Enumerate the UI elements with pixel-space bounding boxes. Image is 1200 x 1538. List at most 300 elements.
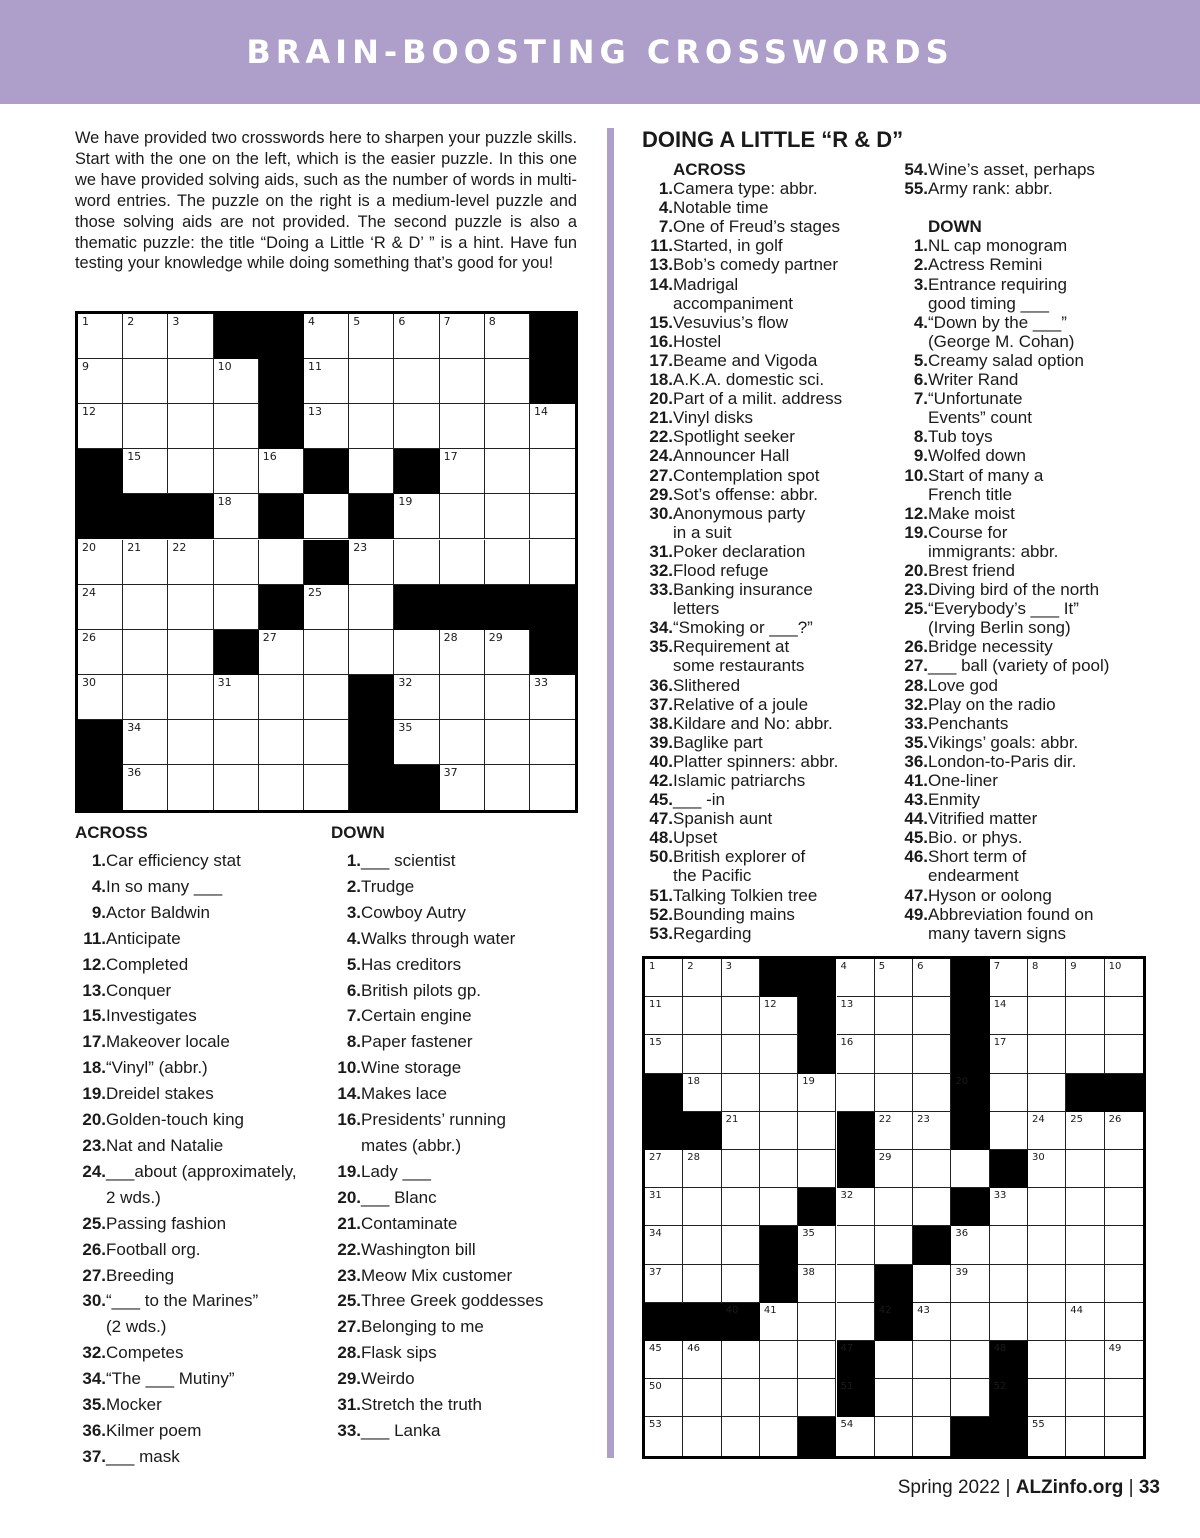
grid-cell[interactable] — [837, 1265, 875, 1303]
grid-cell[interactable] — [760, 1303, 798, 1341]
grid-cell[interactable] — [798, 1341, 836, 1379]
grid-cell[interactable] — [798, 1112, 836, 1150]
clue-text: Presidents’ running — [361, 1110, 506, 1130]
grid-cell[interactable] — [645, 1341, 683, 1379]
grid-cell[interactable] — [1028, 1226, 1066, 1264]
grid-cell[interactable] — [951, 1303, 989, 1341]
grid-cell[interactable] — [259, 449, 304, 494]
grid-cell[interactable] — [645, 1379, 683, 1417]
grid-cell[interactable] — [394, 540, 439, 585]
grid-cell[interactable] — [1066, 959, 1104, 997]
grid-cell[interactable] — [123, 359, 168, 404]
grid-cell[interactable] — [875, 1341, 913, 1379]
grid-cell[interactable] — [214, 540, 259, 585]
grid-cell[interactable] — [798, 1265, 836, 1303]
grid-cell[interactable] — [1105, 1417, 1143, 1455]
grid-cell[interactable] — [683, 1035, 721, 1073]
black-square — [530, 585, 575, 630]
clue-number: 49. — [904, 904, 928, 924]
grid-cell[interactable] — [440, 449, 485, 494]
grid-cell[interactable] — [440, 630, 485, 675]
grid-cell[interactable] — [913, 1035, 951, 1073]
grid-cell[interactable] — [168, 359, 213, 404]
grid-cell[interactable] — [722, 1341, 760, 1379]
clue-text: mates (abbr.) — [361, 1135, 462, 1155]
grid-cell[interactable] — [837, 1226, 875, 1264]
clue-text: Has creditors — [361, 954, 462, 974]
clue-item — [75, 1055, 325, 1081]
grid-cell[interactable] — [78, 675, 123, 720]
grid-cell[interactable] — [1028, 1035, 1066, 1073]
grid-cell[interactable] — [990, 1303, 1028, 1341]
cell-number: 17 — [993, 1037, 1007, 1049]
grid-cell[interactable] — [683, 1341, 721, 1379]
grid-cell[interactable] — [440, 314, 485, 359]
grid-cell[interactable] — [78, 359, 123, 404]
grid-cell[interactable] — [530, 449, 575, 494]
grid-cell[interactable] — [645, 997, 683, 1035]
grid-cell[interactable] — [645, 1417, 683, 1455]
clue-item — [331, 1055, 591, 1081]
grid-cell[interactable] — [760, 1188, 798, 1226]
grid-cell[interactable] — [913, 1112, 951, 1150]
grid-cell[interactable] — [485, 765, 530, 810]
grid-cell[interactable] — [722, 1112, 760, 1150]
clue-text: Spanish aunt — [673, 809, 773, 829]
grid-cell[interactable] — [875, 1150, 913, 1188]
grid-cell[interactable] — [722, 1379, 760, 1417]
grid-cell[interactable] — [875, 1226, 913, 1264]
grid-cell[interactable] — [440, 494, 485, 539]
grid-cell[interactable] — [440, 675, 485, 720]
grid-cell[interactable] — [913, 1150, 951, 1188]
grid-cell[interactable] — [990, 1226, 1028, 1264]
clue-item — [897, 752, 1157, 771]
grid-cell[interactable] — [1028, 1112, 1066, 1150]
grid-cell[interactable] — [259, 720, 304, 765]
grid-cell[interactable] — [1028, 1417, 1066, 1455]
grid-cell[interactable] — [485, 675, 530, 720]
clue-number: 44. — [904, 809, 928, 829]
cell-number: 7 — [993, 961, 1001, 972]
grid-cell[interactable] — [168, 314, 213, 359]
grid-cell[interactable] — [760, 1379, 798, 1417]
grid-cell[interactable] — [123, 540, 168, 585]
clue-text: Sot’s offense: abbr. — [673, 484, 818, 504]
clue-text: Competes — [106, 1343, 184, 1363]
grid-cell[interactable] — [837, 1035, 875, 1073]
grid-cell[interactable] — [394, 404, 439, 449]
cell-number: 41 — [763, 1304, 777, 1316]
grid-cell[interactable] — [1105, 1150, 1143, 1188]
grid-cell[interactable] — [530, 404, 575, 449]
grid-cell[interactable] — [645, 1035, 683, 1073]
clue-text: Diving bird of the north — [928, 580, 1100, 600]
grid-cell[interactable] — [1028, 1379, 1066, 1417]
clue-number: 26. — [82, 1239, 106, 1259]
grid-cell[interactable] — [168, 720, 213, 765]
grid-cell[interactable] — [259, 765, 304, 810]
clue-item — [642, 676, 892, 695]
grid-cell[interactable] — [951, 1226, 989, 1264]
clue-text: ___ scientist — [361, 851, 456, 870]
grid-cell[interactable] — [349, 404, 394, 449]
grid-cell[interactable] — [798, 1150, 836, 1188]
grid-cell[interactable] — [1066, 1341, 1104, 1379]
grid-cell[interactable] — [485, 359, 530, 404]
grid-cell[interactable] — [990, 1112, 1028, 1150]
grid-cell[interactable] — [485, 449, 530, 494]
clue-text: Started, in golf — [673, 236, 783, 256]
grid-cell[interactable] — [1105, 959, 1143, 997]
grid-cell[interactable] — [913, 1379, 951, 1417]
clue-number: 10. — [337, 1058, 361, 1078]
black-square — [349, 765, 394, 810]
clue-number: 19. — [82, 1084, 106, 1104]
grid-cell[interactable] — [875, 997, 913, 1035]
grid-cell[interactable] — [837, 997, 875, 1035]
grid-cell[interactable] — [722, 1074, 760, 1112]
crossword-grid-medium[interactable] — [642, 956, 1146, 1459]
grid-cell[interactable] — [760, 1074, 798, 1112]
clue-text: Slithered — [673, 675, 741, 695]
grid-cell[interactable] — [913, 1341, 951, 1379]
clue-item — [642, 179, 892, 198]
black-square — [990, 1150, 1028, 1188]
grid-cell[interactable] — [485, 630, 530, 675]
grid-cell[interactable] — [798, 1379, 836, 1417]
clue-number: 27. — [337, 1317, 361, 1337]
grid-cell[interactable] — [214, 765, 259, 810]
grid-cell[interactable] — [683, 1417, 721, 1455]
grid-cell[interactable] — [837, 1303, 875, 1341]
grid-cell[interactable] — [304, 720, 349, 765]
grid-cell[interactable] — [683, 1074, 721, 1112]
grid-cell[interactable] — [349, 314, 394, 359]
grid-cell[interactable] — [875, 1074, 913, 1112]
grid-cell[interactable] — [214, 449, 259, 494]
clue-item — [642, 351, 892, 370]
grid-cell[interactable] — [683, 1265, 721, 1303]
grid-cell[interactable] — [722, 1035, 760, 1073]
clue-spacer — [897, 198, 1157, 217]
medium-clues-column-2 — [897, 160, 1157, 943]
grid-cell[interactable] — [1066, 997, 1104, 1035]
grid-cell[interactable] — [394, 314, 439, 359]
grid-cell[interactable] — [123, 314, 168, 359]
clue-number: 7. — [658, 217, 673, 237]
grid-cell[interactable] — [1028, 1150, 1066, 1188]
clue-number: 6. — [913, 370, 928, 390]
clue-number — [75, 1185, 106, 1211]
grid-cell[interactable] — [1105, 1379, 1143, 1417]
grid-cell[interactable] — [214, 675, 259, 720]
intro-paragraph: We have provided two crosswords here to sharpen your puzzle skills. Start with the one on the left, which is the easier puzzle. In this one we have provided solving aids, such as the number of words in multi-word entries. The puzzle on the right is a medium-level puzzle and those solving aids are not provided. The second puzzle is also a thematic puzzle: the title “Doing a Little ‘R & D’ ” is a hint. Have fun testing your knowledge while doing something that’s good for you! — [75, 129, 577, 273]
grid-cell[interactable] — [78, 540, 123, 585]
grid-cell[interactable] — [304, 585, 349, 630]
grid-cell[interactable] — [440, 720, 485, 765]
grid-cell[interactable] — [440, 404, 485, 449]
grid-cell[interactable] — [760, 1150, 798, 1188]
grid-cell[interactable] — [645, 959, 683, 997]
grid-cell[interactable] — [349, 585, 394, 630]
grid-cell[interactable] — [394, 359, 439, 404]
grid-cell[interactable] — [168, 404, 213, 449]
grid-cell[interactable] — [683, 1226, 721, 1264]
grid-cell[interactable] — [798, 1226, 836, 1264]
grid-cell[interactable] — [951, 1341, 989, 1379]
grid-cell[interactable] — [485, 404, 530, 449]
clue-item — [331, 1211, 591, 1237]
grid-cell[interactable] — [875, 1417, 913, 1455]
grid-cell[interactable] — [304, 359, 349, 404]
clue-item — [75, 1211, 325, 1237]
grid-cell[interactable] — [760, 1112, 798, 1150]
clue-item — [897, 446, 1157, 465]
page-footer — [898, 1477, 1160, 1499]
grid-cell[interactable] — [168, 449, 213, 494]
cell-number: 24 — [82, 585, 96, 599]
grid-cell[interactable] — [349, 359, 394, 404]
grid-cell[interactable] — [530, 675, 575, 720]
grid-cell[interactable] — [1028, 1074, 1066, 1112]
clue-item — [331, 926, 591, 952]
grid-cell[interactable] — [1066, 1035, 1104, 1073]
grid-cell[interactable] — [875, 959, 913, 997]
grid-cell[interactable] — [1028, 959, 1066, 997]
grid-cell[interactable] — [760, 997, 798, 1035]
grid-cell[interactable] — [394, 675, 439, 720]
clue-text: Makeover locale — [106, 1032, 230, 1052]
grid-cell[interactable] — [683, 1188, 721, 1226]
grid-cell[interactable] — [683, 1379, 721, 1417]
grid-cell[interactable] — [913, 1265, 951, 1303]
grid-cell[interactable] — [645, 1265, 683, 1303]
grid-cell[interactable] — [1066, 1112, 1104, 1150]
grid-cell[interactable] — [951, 1265, 989, 1303]
grid-cell[interactable] — [1028, 1188, 1066, 1226]
grid-cell[interactable] — [78, 630, 123, 675]
grid-cell[interactable] — [123, 449, 168, 494]
grid-cell[interactable] — [259, 630, 304, 675]
clue-text: Weirdo — [361, 1369, 415, 1389]
clue-number: 15. — [649, 312, 673, 332]
grid-cell[interactable] — [990, 1035, 1028, 1073]
grid-cell[interactable] — [1066, 1379, 1104, 1417]
clue-item — [897, 809, 1157, 828]
grid-cell[interactable] — [645, 1150, 683, 1188]
grid-cell[interactable] — [1066, 1265, 1104, 1303]
clue-item — [642, 313, 892, 332]
grid-cell[interactable] — [349, 630, 394, 675]
clue-number: 35. — [904, 732, 928, 752]
grid-cell[interactable] — [951, 1379, 989, 1417]
grid-cell[interactable] — [530, 540, 575, 585]
grid-cell[interactable] — [530, 720, 575, 765]
grid-cell[interactable] — [394, 494, 439, 539]
grid-cell[interactable] — [394, 630, 439, 675]
grid-cell[interactable] — [78, 404, 123, 449]
clue-number: 22. — [649, 427, 673, 447]
grid-cell[interactable] — [645, 1188, 683, 1226]
cell-number: 53 — [649, 1419, 662, 1431]
clue-number — [897, 332, 928, 351]
cell-number: 54 — [840, 1419, 854, 1431]
grid-cell[interactable] — [1028, 1265, 1066, 1303]
clue-text: ___ Lanka — [361, 1420, 441, 1440]
grid-cell[interactable] — [913, 1417, 951, 1455]
black-square — [530, 314, 575, 359]
black-square — [798, 1417, 836, 1455]
grid-cell[interactable] — [1105, 1188, 1143, 1226]
grid-cell[interactable] — [304, 404, 349, 449]
grid-cell[interactable] — [837, 1074, 875, 1112]
grid-cell[interactable] — [123, 585, 168, 630]
grid-cell[interactable] — [440, 359, 485, 404]
grid-cell[interactable] — [168, 675, 213, 720]
grid-cell[interactable] — [875, 1035, 913, 1073]
grid-cell[interactable] — [304, 630, 349, 675]
grid-cell[interactable] — [485, 720, 530, 765]
grid-cell[interactable] — [798, 1074, 836, 1112]
grid-cell[interactable] — [913, 1188, 951, 1226]
clue-number: 5. — [346, 954, 361, 974]
grid-cell[interactable] — [304, 765, 349, 810]
grid-cell[interactable] — [1105, 1303, 1143, 1341]
grid-cell[interactable] — [304, 494, 349, 539]
grid-cell[interactable] — [1105, 1112, 1143, 1150]
cell-number: 28 — [687, 1152, 701, 1163]
grid-cell[interactable] — [913, 997, 951, 1035]
grid-cell[interactable] — [875, 1112, 913, 1150]
grid-cell[interactable] — [485, 314, 530, 359]
grid-cell[interactable] — [394, 720, 439, 765]
grid-cell[interactable] — [990, 1265, 1028, 1303]
grid-cell[interactable] — [722, 959, 760, 997]
grid-cell[interactable] — [1105, 1265, 1143, 1303]
grid-cell[interactable] — [1066, 1417, 1104, 1455]
grid-cell[interactable] — [990, 997, 1028, 1035]
clue-item — [642, 389, 892, 408]
grid-cell[interactable] — [1105, 1226, 1143, 1264]
grid-cell[interactable] — [722, 997, 760, 1035]
grid-cell[interactable] — [304, 675, 349, 720]
grid-cell[interactable] — [722, 1226, 760, 1264]
grid-cell[interactable] — [259, 540, 304, 585]
grid-cell[interactable] — [1066, 1303, 1104, 1341]
grid-cell[interactable] — [78, 585, 123, 630]
grid-cell[interactable] — [875, 1379, 913, 1417]
grid-cell[interactable] — [168, 630, 213, 675]
grid-cell[interactable] — [440, 765, 485, 810]
clue-number: 6. — [346, 980, 361, 1000]
grid-cell[interactable] — [214, 494, 259, 539]
grid-cell[interactable] — [349, 449, 394, 494]
grid-cell[interactable] — [1105, 1035, 1143, 1073]
grid-cell[interactable] — [722, 1150, 760, 1188]
clue-item — [331, 1340, 591, 1366]
grid-cell[interactable] — [990, 1074, 1028, 1112]
grid-cell[interactable] — [349, 540, 394, 585]
grid-cell[interactable] — [990, 959, 1028, 997]
grid-cell[interactable] — [722, 1188, 760, 1226]
grid-cell[interactable] — [123, 720, 168, 765]
grid-cell[interactable] — [168, 765, 213, 810]
grid-cell[interactable] — [1066, 1226, 1104, 1264]
grid-cell[interactable] — [913, 1303, 951, 1341]
grid-cell[interactable] — [760, 1417, 798, 1455]
grid-cell[interactable] — [760, 1341, 798, 1379]
grid-cell[interactable] — [1028, 1341, 1066, 1379]
grid-cell[interactable] — [1028, 1303, 1066, 1341]
grid-cell[interactable] — [798, 1303, 836, 1341]
site-link[interactable]: ALZinfo.org — [1015, 1477, 1124, 1498]
grid-cell[interactable] — [722, 1265, 760, 1303]
grid-cell[interactable] — [485, 540, 530, 585]
grid-cell[interactable] — [1105, 1341, 1143, 1379]
grid-cell[interactable] — [304, 314, 349, 359]
grid-cell[interactable] — [683, 997, 721, 1035]
grid-cell[interactable] — [951, 1150, 989, 1188]
grid-cell[interactable] — [214, 720, 259, 765]
cell-number: 46 — [687, 1343, 701, 1354]
grid-cell[interactable] — [837, 1417, 875, 1455]
grid-cell[interactable] — [168, 540, 213, 585]
grid-cell[interactable] — [760, 1035, 798, 1073]
grid-cell[interactable] — [123, 630, 168, 675]
grid-cell[interactable] — [990, 1188, 1028, 1226]
grid-cell[interactable] — [214, 359, 259, 404]
grid-cell[interactable] — [123, 404, 168, 449]
grid-cell[interactable] — [214, 404, 259, 449]
grid-cell[interactable] — [837, 1188, 875, 1226]
cell-number: 6 — [917, 961, 924, 972]
grid-cell[interactable] — [683, 959, 721, 997]
grid-cell[interactable] — [1066, 1150, 1104, 1188]
grid-cell[interactable] — [440, 540, 485, 585]
black-square — [259, 314, 304, 359]
grid-cell[interactable] — [168, 585, 213, 630]
grid-cell[interactable] — [645, 1226, 683, 1264]
clue-text: Washington bill — [361, 1239, 476, 1259]
grid-cell[interactable] — [123, 765, 168, 810]
grid-cell[interactable] — [485, 494, 530, 539]
cell-number: 6 — [398, 315, 406, 328]
grid-cell[interactable] — [1028, 997, 1066, 1035]
clue-number: 28. — [904, 675, 928, 695]
grid-cell[interactable] — [1105, 997, 1143, 1035]
grid-cell[interactable] — [259, 675, 304, 720]
clue-item — [331, 1029, 591, 1055]
crossword-grid-easy[interactable] — [75, 311, 578, 813]
grid-cell[interactable] — [78, 314, 123, 359]
grid-cell[interactable] — [913, 959, 951, 997]
grid-cell[interactable] — [1066, 1188, 1104, 1226]
grid-cell[interactable] — [214, 585, 259, 630]
grid-cell[interactable] — [913, 1074, 951, 1112]
grid-cell[interactable] — [683, 1150, 721, 1188]
grid-cell[interactable] — [123, 675, 168, 720]
clue-text: Paper fastener — [361, 1032, 473, 1052]
grid-cell[interactable] — [837, 959, 875, 997]
grid-cell[interactable] — [530, 494, 575, 539]
clue-item — [897, 886, 1157, 905]
grid-cell[interactable] — [530, 765, 575, 810]
easy-down-clues — [331, 822, 591, 1444]
grid-cell[interactable] — [722, 1417, 760, 1455]
cell-number: 27 — [262, 630, 277, 644]
grid-cell[interactable] — [875, 1188, 913, 1226]
